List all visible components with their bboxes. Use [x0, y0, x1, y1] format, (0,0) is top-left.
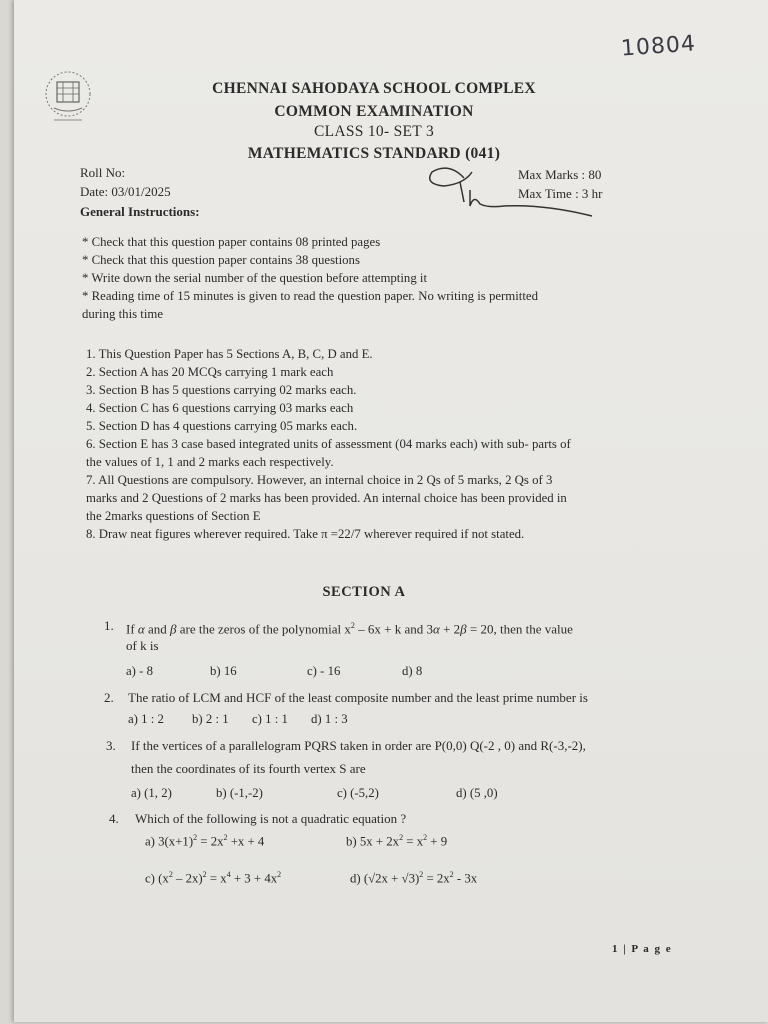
- q2-option-c: c) 1 : 1: [252, 712, 288, 726]
- rule-item: the 2marks questions of Section E: [86, 509, 261, 523]
- rule-item: 8. Draw neat figures wherever required. Take π =22/7 wherever required if not stated.: [86, 527, 525, 541]
- q1-option-c: c) - 16: [307, 664, 341, 678]
- rule-item: 3. Section B has 5 questions carrying 02 marks each.: [86, 383, 357, 397]
- q1-text-cont: of k is: [126, 638, 159, 653]
- q2-option-a: a) 1 : 2: [128, 712, 164, 726]
- max-marks: Max Marks : 80: [518, 167, 602, 182]
- rule-item: marks and 2 Questions of 2 marks has been provided. An internal choice has been provided in: [86, 491, 567, 505]
- q1-option-a: a) - 8: [126, 664, 153, 678]
- check-list: [82, 233, 742, 323]
- subject: MATHEMATICS STANDARD (041): [247, 145, 501, 162]
- q3-text: If the vertices of a parallelogram PQRS taken in order are P(0,0) Q(-2 , 0) and R(-3,-2),: [131, 738, 586, 753]
- signature-icon: [424, 160, 604, 230]
- rule-item: the values of 1, 1 and 2 marks each respectively.: [86, 455, 334, 469]
- check-item: * Check that this question paper contains 38 questions: [82, 253, 360, 267]
- q3-option-a: a) (1, 2): [131, 786, 172, 800]
- handwritten-number: 10804: [620, 31, 697, 62]
- q1-text: If α and β are the zeros of the polynomial $x^2 - 6x + k$ and 3α + 2β = 20, then the value: [126, 621, 573, 637]
- exam-page: [14, 0, 768, 1022]
- q2-number: 2.: [104, 690, 114, 705]
- check-item: during this time: [82, 307, 164, 321]
- check-item: * Write down the serial number of the question before attempting it: [82, 271, 428, 285]
- q1-option-b: b) 16: [210, 664, 237, 678]
- rule-item: 4. Section C has 6 questions carrying 03 marks each: [86, 401, 354, 415]
- exam-date: Date: 03/01/2025: [80, 184, 171, 199]
- q4-option-a: a) $3(x+1)^2 = 2x^2 +x + 4$: [145, 833, 265, 849]
- rule-item: 6. Section E has 3 case based integrated units of assessment (04 marks each) with sub- parts of: [86, 437, 571, 451]
- rule-item: 1. This Question Paper has 5 Sections A, B, C, D and E.: [86, 347, 373, 361]
- roll-no: Roll No:: [80, 165, 126, 180]
- rule-item: 7. All Questions are compulsory. However, an internal choice in 2 Qs of 5 marks, 2 Qs of 3: [86, 473, 553, 487]
- q4-option-b: b) $5x + 2x^2 = x^2 + 9$: [346, 833, 448, 849]
- q2-option-b: b) 2 : 1: [192, 712, 229, 726]
- page-footer: 1 | P a g e: [612, 943, 673, 955]
- q2-option-d: d) 1 : 3: [311, 712, 348, 726]
- exam-name: COMMON EXAMINATION: [274, 103, 474, 120]
- q3-option-b: b) (-1,-2): [216, 786, 263, 800]
- q4-text: Which of the following is not a quadratic equation ?: [135, 811, 407, 826]
- q3-number: 3.: [106, 738, 116, 753]
- section-a-heading: SECTION A: [322, 584, 406, 600]
- rule-item: 2. Section A has 20 MCQs carrying 1 mark each: [86, 365, 334, 379]
- q3-option-d: d) (5 ,0): [456, 786, 498, 800]
- q4-number: 4.: [109, 811, 119, 826]
- q1-number: 1.: [104, 618, 114, 633]
- q3-text-cont: then the coordinates of its fourth vertex S are: [131, 761, 366, 776]
- rule-item: 5. Section D has 4 questions carrying 05 marks each.: [86, 419, 358, 433]
- check-item: * Check that this question paper contains 08 printed pages: [82, 235, 381, 249]
- q4-option-c: c) $(x^2 - 2x)^2 = x^4 + 3 + 4x^2$: [145, 870, 282, 886]
- max-time: Max Time : 3 hr: [518, 186, 603, 201]
- q3-option-c: c) (-5,2): [337, 786, 379, 800]
- school-name: CHENNAI SAHODAYA SCHOOL COMPLEX: [212, 80, 536, 97]
- q4-option-d: d) $(√2x + √3)^2 = 2x^2 - 3x$: [350, 870, 478, 886]
- rules-list: [86, 345, 746, 543]
- general-instructions-heading: General Instructions:: [80, 204, 200, 219]
- q2-text: The ratio of LCM and HCF of the least composite number and the least prime number is: [128, 690, 588, 705]
- check-item: * Reading time of 15 minutes is given to read the question paper. No writing is permitted: [82, 289, 538, 303]
- class-set: CLASS 10- SET 3: [313, 123, 435, 140]
- q1-option-d: d) 8: [402, 664, 423, 678]
